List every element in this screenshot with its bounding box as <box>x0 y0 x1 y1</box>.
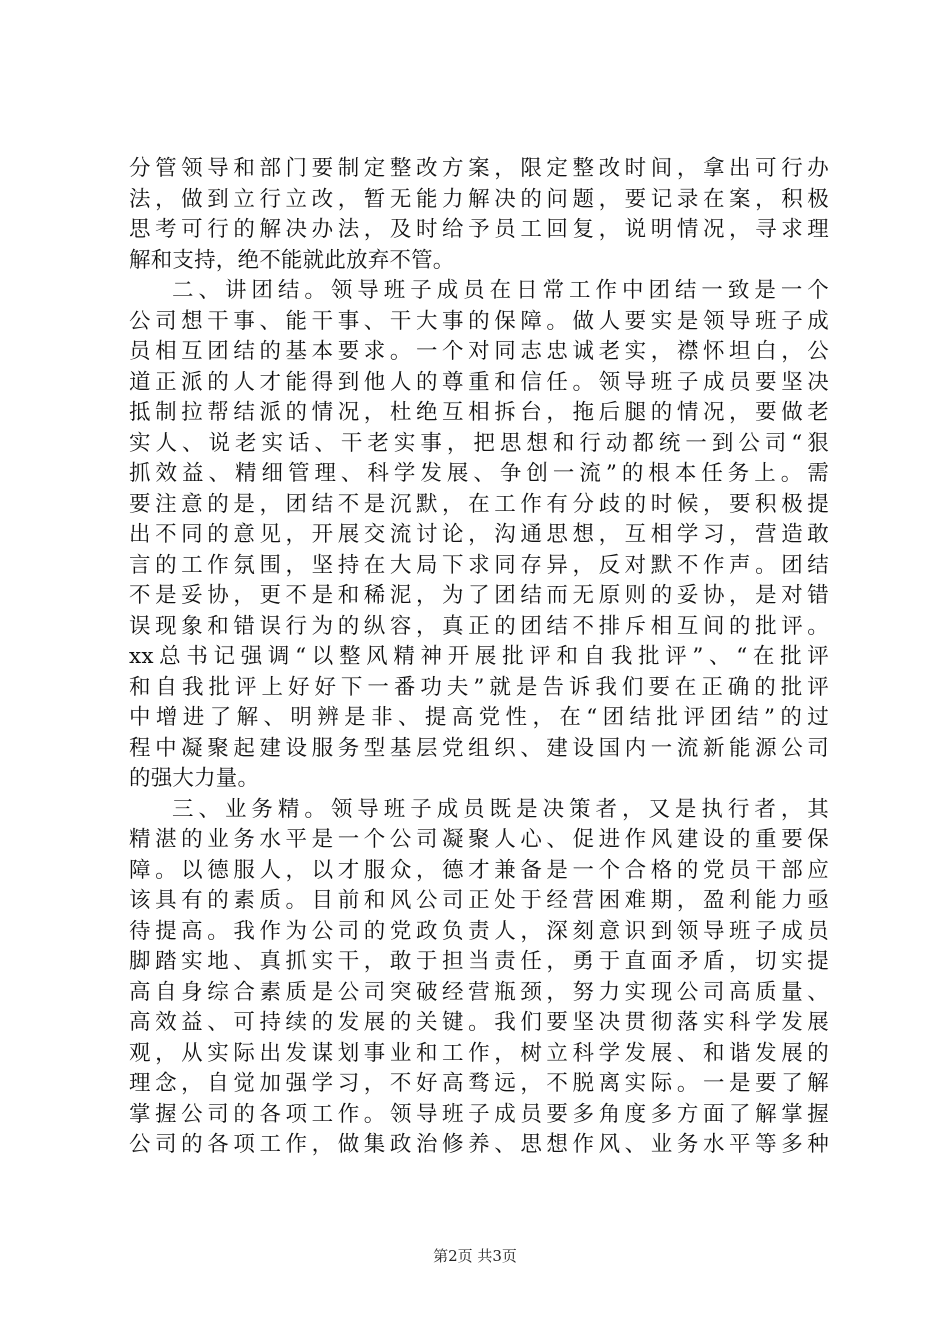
text-line: 和自我批评上好好下一番功夫”就是告诉我们要在正确的批评 <box>129 674 829 700</box>
text-line: 抓效益、精细管理、科学发展、争创一流”的根本任务上。需 <box>129 461 829 486</box>
text-line: 要注意的是，团结不是沉默，在工作有分歧的时候，要积极提 <box>129 491 829 517</box>
text-line: 解和支持，绝不能就此放弃不管。 <box>129 247 455 273</box>
text-line: 障。以德服人，以才服众，德才兼备是一个合格的党员干部应 <box>129 857 829 883</box>
text-line: 思考可行的解决办法，及时给予员工回复，说明情况，寻求理 <box>129 217 829 242</box>
text-line: 掌握公司的各项工作。领导班子成员要多角度多方面了解掌握 <box>129 1101 829 1127</box>
text-line: 该具有的素质。目前和风公司正处于经营困难期，盈利能力亟 <box>129 888 829 913</box>
page-number-footer: 第2页 共3页 <box>433 1247 517 1265</box>
paragraph-heading-line: 三、业务精。领导班子成员既是决策者，又是执行者，其 <box>172 796 829 822</box>
text-line: 高自身综合素质是公司突破经营瓶颈，努力实现公司高质量、 <box>129 979 829 1005</box>
text-line: 待提高。我作为公司的党政负责人，深刻意识到领导班子成员 <box>129 918 829 944</box>
text-line: 误现象和错误行为的纵容，真正的团结不排斥相互间的批评。 <box>129 613 829 639</box>
text-line: 道正派的人才能得到他人的尊重和信任。领导班子成员要坚决 <box>129 369 829 395</box>
text-line: 出不同的意见，开展交流讨论，沟通思想，互相学习，营造敢 <box>129 522 829 547</box>
text-line: 精湛的业务水平是一个公司凝聚人心、促进作风建设的重要保 <box>129 827 829 852</box>
text-line: 高效益、可持续的发展的关键。我们要坚决贯彻落实科学发展 <box>129 1010 829 1035</box>
text-line: 员相互团结的基本要求。一个对同志忠诚老实，襟怀坦白，公 <box>129 339 829 364</box>
text-line: 分管领导和部门要制定整改方案，限定整改时间，拿出可行办 <box>129 156 829 181</box>
text-line: 理念，自觉加强学习，不好高骛远，不脱离实际。一是要了解 <box>129 1071 829 1096</box>
text-line: 法，做到立行立改，暂无能力解决的问题，要记录在案，积极 <box>129 186 829 212</box>
text-line: 的强大力量。 <box>129 766 260 791</box>
paragraph-heading-line: 二、讲团结。领导班子成员在日常工作中团结一致是一个 <box>172 278 829 303</box>
text-line: xx总书记强调“以整风精神开展批评和自我批评”、“在批评 <box>129 644 829 669</box>
text-line: 公司的各项工作，做集政治修养、思想作风、业务水平等多种 <box>129 1132 829 1157</box>
text-line: 公司想干事、能干事、干大事的保障。做人要实是领导班子成 <box>129 308 829 334</box>
text-line: 实人、说老实话、干老实事，把思想和行动都统一到公司“狠 <box>129 430 829 456</box>
text-line: 脚踏实地、真抓实干，敢于担当责任，勇于直面矛盾，切实提 <box>129 949 829 974</box>
text-line: 程中凝聚起建设服务型基层党组织、建设国内一流新能源公司 <box>129 735 829 761</box>
text-line: 言的工作氛围，坚持在大局下求同存异，反对默不作声。团结 <box>129 552 829 578</box>
text-line: 抵制拉帮结派的情况，杜绝互相拆台，拖后腿的情况，要做老 <box>129 400 829 425</box>
text-line: 观，从实际出发谋划事业和工作，树立科学发展、和谐发展的 <box>129 1040 829 1066</box>
body-text <box>129 154 829 1161</box>
text-line: 不是妥协，更不是和稀泥，为了团结而无原则的妥协，是对错 <box>129 583 829 608</box>
text-line: 中增进了解、明辨是非、提高党性，在“团结批评团结”的过 <box>129 705 829 730</box>
